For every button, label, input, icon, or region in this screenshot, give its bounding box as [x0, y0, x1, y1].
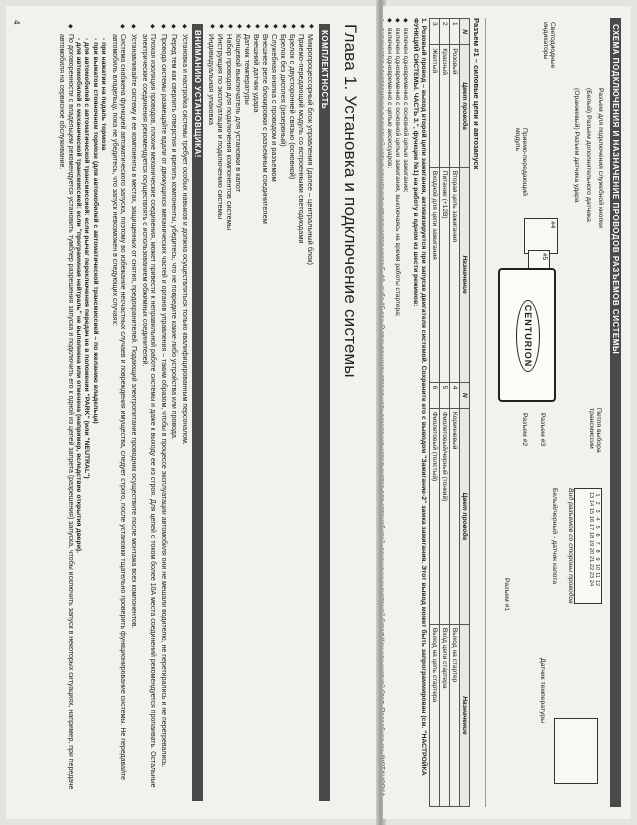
- list-item: ◆ По договоренности с владельцем рекомендуется установить тумблер разрешения запуска и подключить его к одной из цепей запрета (разрешения) запуска, чтобы исключить запуск в некоторых ситуациях, например, при передаче автомобиля на сервисное обслуживание.: [56, 24, 73, 801]
- pin-number: 9: [594, 557, 600, 561]
- pin-number: 13: [588, 491, 594, 499]
- table-cell: Фиолетовый/черный (тонкий): [440, 408, 450, 624]
- connector-5-label: #5: [541, 253, 548, 261]
- list-item: ◆ Инструкция по эксплуатации и подключению системы: [216, 24, 225, 801]
- kit-heading: КОМПЛЕКТНОСТЬ: [319, 24, 330, 801]
- list-item: ◆ Внешний датчик удара: [252, 24, 261, 801]
- table-cell: Фиолетовый (толстый): [430, 408, 440, 624]
- connector-4: [524, 218, 558, 254]
- table-header: Цвет провода: [460, 408, 470, 624]
- view-note: Вид разъемов со стороны проводов: [567, 488, 574, 604]
- pin-number: 17: [588, 523, 594, 531]
- table-cell: Коричневый: [450, 408, 460, 624]
- pin-number: 12: [594, 579, 600, 587]
- warning-list: [109, 24, 188, 801]
- pin-block: [574, 488, 602, 604]
- pin-number: 22: [588, 563, 594, 571]
- list-item: ◆ Система снабжена функцией автоматического запуска, поэтому во избежание несчастных случаев и повреждения имущества, следует строго, после установки тщательно проверить функционирование системы. Не передавайте автомобиль владельцу, пока не убедитесь, что запуск невозможен в следующих случаях:: [109, 24, 126, 801]
- list-item: ◆ включен одновременно с основной цепью зажигания;: [401, 18, 409, 807]
- sub-item: - для автомобилей с автоматической трансмиссией: если рычаг переключения передач не в положении "PARK" (или "NEUTRAL"): [83, 38, 91, 479]
- table-header: N: [460, 19, 470, 45]
- pin-number: 24: [588, 579, 594, 587]
- table-cell: Входной для цепи зажигания: [430, 167, 440, 382]
- pin-number: 10: [594, 563, 600, 571]
- list-item: ◆ включен одновременно с основной цепью зажигания, выключаясь на время работы стартера;: [393, 18, 401, 807]
- list-item: ◆ Устанавливайте систему и ее компоненты в местах, защищенных от снятия, предохранителей. Подающий электропитание проводник осуществите после монтажа всех компонентов.: [128, 24, 137, 801]
- transmission-loop-label: Петля выбора трансмиссии: [588, 408, 602, 453]
- table-cell: Вход цепи стартера: [440, 624, 450, 806]
- brand-logo: CENTURION: [516, 300, 540, 372]
- table-header-row: [460, 19, 470, 807]
- table-cell: Вторая цепь зажигания: [450, 167, 460, 382]
- table-cell: 6: [430, 382, 440, 408]
- connector-3-label: Разъем #3: [539, 413, 546, 447]
- pin-number: 3: [594, 509, 600, 513]
- pin-number: 21: [588, 555, 594, 563]
- pin-number: 8: [594, 549, 600, 553]
- pin-number: 2: [594, 501, 600, 505]
- pin-number: 23: [588, 571, 594, 579]
- list-item: ◆ Датчик температуры: [243, 24, 252, 801]
- table-cell: 3: [430, 19, 440, 45]
- table-cell: Желтый: [430, 45, 440, 167]
- pin-number: 14: [588, 499, 594, 507]
- table-cell: 2: [440, 19, 450, 45]
- table-header: Цвет провода: [460, 45, 470, 167]
- table-title: Разъем #1 – силовые цепи и автозапуск: [472, 18, 481, 170]
- pin-number: 7: [594, 541, 600, 545]
- pin-row-bottom: [588, 491, 594, 601]
- list-item: ◆ Плохая изоляция проводов, плохие механические соединения, может привести к неправильной работе системы и даже к выходу ее из строя. Для цепей с током более 10А места соединений рекомендуется пропаивать. Остальные электрические соединения рекомендуется осуществлять с использованием обжимных соединителей.: [139, 24, 156, 801]
- left-page: [6, 6, 378, 819]
- connector-2-label: Разъем #2: [521, 413, 528, 447]
- list-item: ◆ Служебная кнопка с проводом и разъемом: [270, 24, 279, 801]
- mode-list: [383, 18, 409, 807]
- list-item: ◆ Установка и настройка системы требует особых навыков и должна осуществляться только квалифицированным персоналом.: [179, 24, 188, 801]
- wiring-heading: СХЕМА ПОДКЛЮЧЕНИЯ И НАЗНАЧЕНИЕ ПРОВОДОВ РАЗЪЕМОВ СИСТЕМЫ: [610, 18, 621, 807]
- table-cell: Красный: [440, 45, 450, 167]
- pin-number: 18: [588, 531, 594, 539]
- pin-number: 19: [588, 539, 594, 547]
- pin-number: 4: [594, 517, 600, 521]
- list-item: ◆ Брелок без дисплея (резервный): [279, 24, 288, 801]
- sub-item: - для автомобилей с механической трансмиссией: если "программная нейтраль" не выполнена или отменена (например, вследствие открытия двери).: [75, 38, 83, 554]
- table-cell: 5: [440, 382, 450, 408]
- pin-number: 1: [594, 493, 600, 497]
- table-row: [440, 19, 450, 807]
- pin-number: 5: [594, 525, 600, 529]
- note-paragraph: 1. Розовый провод – выход второй цепи зажигания, активизируется при запуске двигателя системой. Сохраните его с выводом "Зажигание-2" замка зажигания. Этот вывод может быть запрограммирован (см. "НАСТРОЙКА ФУНКЦИЙ СИСТЕМЫ. ЧАСТЬ 3.", функция №1) на работу в одном из шести режимов:: [411, 18, 427, 776]
- connector-4-label: #4: [549, 221, 556, 229]
- table-row: [430, 19, 440, 807]
- extra-sensor-label: (Белый) Разъем дополнительного датчика: [585, 88, 592, 222]
- sub-item: - при нажатии на педаль тормоза: [100, 38, 108, 151]
- list-item: ◆ Микропроцессорный блок управления (далее – центральный блок): [306, 24, 315, 801]
- list-item: ◆ Приемо-передающий модуль со встроенными светодиодами: [297, 24, 306, 801]
- connector-1-table: [429, 18, 470, 807]
- installer-warning-heading: ВНИМАНИЮ УСТАНОВЩИКА!: [192, 24, 203, 801]
- central-unit: [498, 268, 556, 402]
- list-item: ◆ Индивидуальная упаковка: [207, 24, 216, 801]
- list-item: ◆ Внешнее реле блокировки с разъемным соединителем: [261, 24, 270, 801]
- table-cell: Питание (+12В): [440, 167, 450, 382]
- service-button-label: Разъем для подключения служебной кнопки: [597, 88, 604, 228]
- table-cell: Розовый: [450, 45, 460, 167]
- shock-sensor-label: (Оранжевый) Разъем датчика удара: [573, 88, 580, 203]
- kit-list: [207, 24, 315, 801]
- wiring-diagram: [485, 18, 606, 807]
- list-item: [383, 18, 385, 807]
- table-header: Назначение: [460, 624, 470, 806]
- led-label: Светодиодные индикаторы: [542, 22, 556, 69]
- table-header: N: [460, 382, 470, 408]
- transceiver-label: Приемо-передающий модуль: [514, 128, 528, 196]
- table-header: Назначение: [460, 167, 470, 382]
- pin-row-top: [594, 491, 600, 601]
- temp-sensor-label: Датчик температуры: [539, 658, 546, 724]
- hood-wire-label: Белый/черный - датчик капота: [551, 488, 558, 585]
- list-item: ◆ Перед тем как сверлить отверстия и крепить компоненты, убедитесь, что не повредите какие-либо устройства или провода.: [169, 24, 178, 801]
- table-cell: Выход на стартер: [450, 624, 460, 806]
- list-item: ◆ Набор проводов для подключения компонентов системы: [225, 24, 234, 801]
- table-cell: 4: [450, 382, 460, 408]
- pin-number: 16: [588, 515, 594, 523]
- table-cell: 1: [450, 19, 460, 45]
- list-item: ◆ Брелок с двусторонней связью (основной): [288, 24, 297, 801]
- pin-number: 11: [594, 572, 600, 578]
- connector-1-block: [554, 718, 598, 784]
- table-cell: Выход на цепь стартера: [430, 624, 440, 806]
- list-item: ◆ включен одновременно с цепью аксессуаров;: [385, 18, 393, 807]
- wire-notes: [383, 18, 427, 807]
- sub-item: - при выжатом стояночном тормозе (для автомобилей с автоматической трансмиссией – по желанию владельца): [91, 38, 99, 424]
- page-number: 4: [12, 20, 21, 25]
- pin-number: 20: [588, 547, 594, 555]
- right-page: [383, 6, 631, 819]
- pin-number: 15: [588, 507, 594, 515]
- connector-1-label: Разъем #1: [503, 578, 510, 612]
- final-warning-list: [56, 24, 73, 801]
- table-row: [450, 19, 460, 807]
- chapter-title: Глава 1. Установка и подключение системы: [341, 24, 360, 378]
- list-item: ◆ Провода системы размещайте вдали от движущихся механических частей и органов управления – таким образом, чтобы в процессе эксплуатации автомобиля они не мешали водителю, не перетирались и не перегревались.: [158, 24, 167, 801]
- list-item: ◆ Концевой выключатель для установки в капот: [234, 24, 243, 801]
- pin-number: 6: [594, 533, 600, 537]
